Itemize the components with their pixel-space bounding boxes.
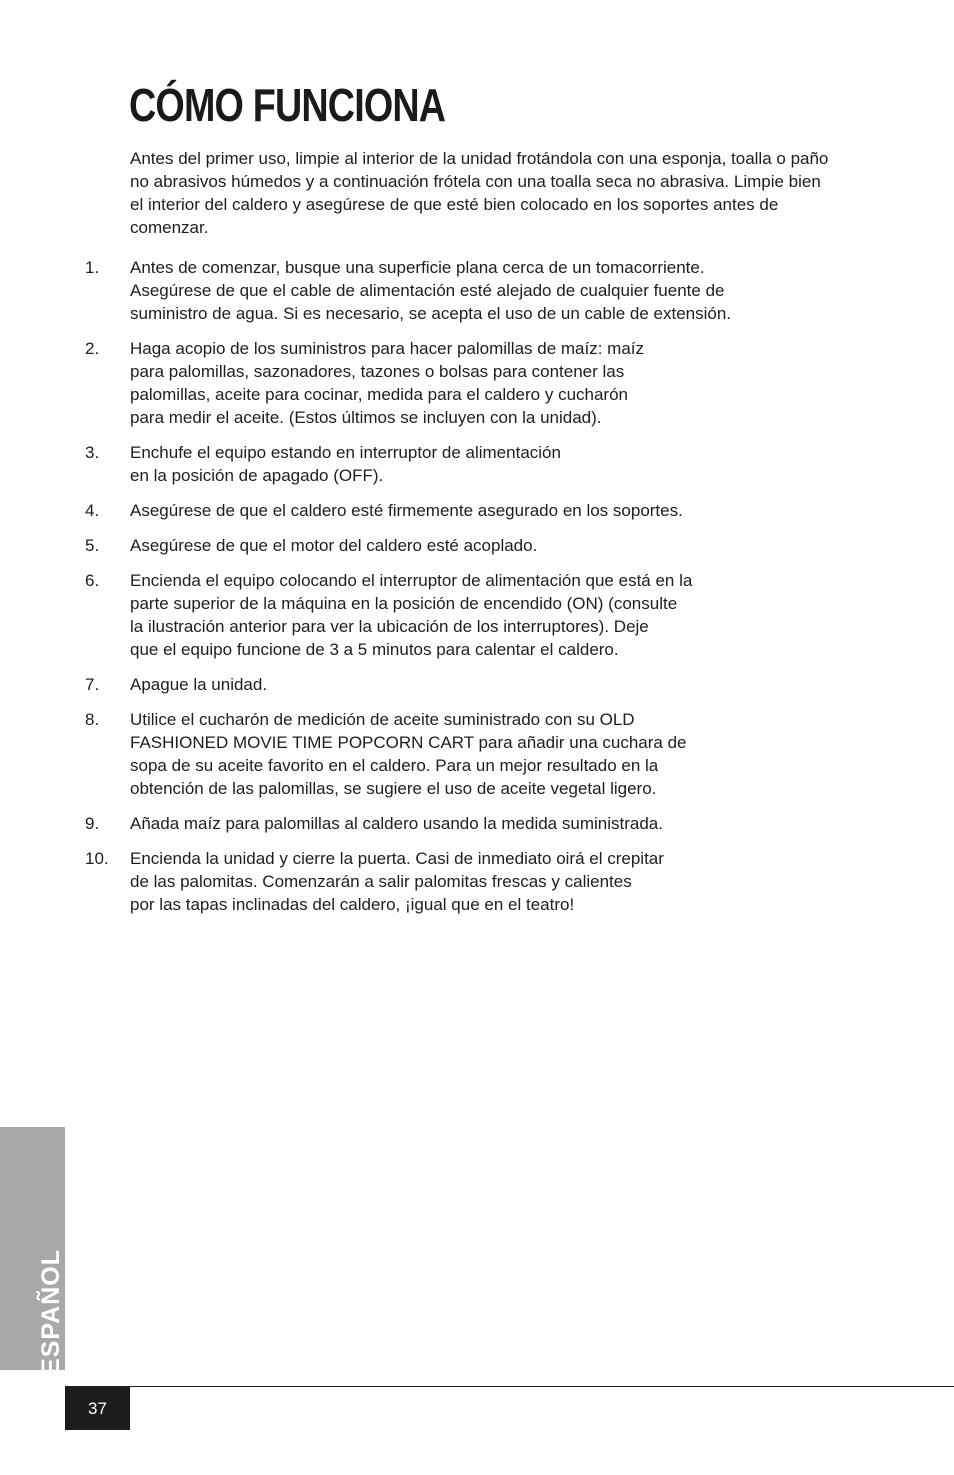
step-line: Añada maíz para palomillas al caldero usando la medida suministrada. (130, 814, 663, 833)
steps-list (85, 256, 845, 928)
step-line: de las palomitas. Comenzarán a salir palomitas frescas y calientes (130, 872, 632, 891)
step-item (85, 534, 845, 557)
step-line: la ilustración anterior para ver la ubicación de los interruptores). Deje (130, 617, 649, 636)
step-number: 8. (85, 710, 100, 729)
page-title: CÓMO FUNCIONA (129, 79, 446, 131)
step-item (85, 708, 845, 800)
page-number-text: 37 (88, 1398, 107, 1418)
step-line: sopa de su aceite favorito en el caldero. Para un mejor resultado en la (130, 756, 659, 775)
step-number: 4. (85, 501, 100, 520)
step-item (85, 673, 845, 696)
step-number: 7. (85, 675, 100, 694)
language-side-tab (0, 1127, 65, 1375)
step-item (85, 569, 845, 661)
step-number: 3. (85, 443, 100, 462)
step-number: 1. (85, 258, 100, 277)
step-line: Enchufe el equipo estando en interruptor de alimentación (130, 443, 561, 462)
step-line: obtención de las palomillas, se sugiere el uso de aceite vegetal ligero. (130, 779, 657, 798)
step-line: FASHIONED MOVIE TIME POPCORN CART para añadir una cuchara de (130, 733, 687, 752)
step-number: 2. (85, 339, 100, 358)
step-line: Asegúrese de que el caldero esté firmemente asegurado en los soportes. (130, 501, 683, 520)
step-line: en la posición de apagado (OFF). (130, 466, 384, 485)
step-item (85, 337, 845, 429)
step-number: 5. (85, 536, 100, 555)
step-line: por las tapas inclinadas del caldero, ¡igual que en el teatro! (130, 895, 575, 914)
step-line: Haga acopio de los suministros para hacer palomillas de maíz: maíz (130, 339, 645, 358)
step-line: Utilice el cucharón de medición de aceite suministrado con su OLD (130, 710, 635, 729)
step-line: Apague la unidad. (130, 675, 268, 694)
step-line: parte superior de la máquina en la posición de encendido (ON) (consulte (130, 594, 678, 613)
step-item (85, 847, 845, 916)
step-line: Antes de comenzar, busque una superficie plana cerca de un tomacorriente. (130, 258, 705, 277)
page-number (65, 1387, 130, 1430)
step-line: suministro de agua. Si es necesario, se acepta el uso de un cable de extensión. (130, 304, 732, 323)
step-number: 10. (85, 849, 109, 868)
language-label: ESPAÑOL (37, 1249, 65, 1375)
step-line: Encienda la unidad y cierre la puerta. Casi de inmediato oirá el crepitar (130, 849, 664, 868)
step-item (85, 499, 845, 522)
step-line: Asegúrese de que el cable de alimentación esté alejado de cualquier fuente de (130, 281, 725, 300)
step-line: para palomillas, sazonadores, tazones o bolsas para contener las (130, 362, 625, 381)
step-line: para medir el aceite. (Estos últimos se incluyen con la unidad). (130, 408, 602, 427)
step-number: 6. (85, 571, 100, 590)
step-item (85, 256, 845, 325)
step-number: 9. (85, 814, 100, 833)
step-item (85, 812, 845, 835)
intro-paragraph: Antes del primer uso, limpie al interior de la unidad frotándola con una esponja, toalla o paño no abrasivos húmedos y a continuación frótela con una toalla seca no abrasiva. Limpie bien el interior del caldero y asegúrese de que esté bien colocado en los soportes antes de comenzar. (130, 149, 829, 237)
step-line: Asegúrese de que el motor del caldero esté acoplado. (130, 536, 538, 555)
footer-rule (65, 1386, 954, 1387)
step-line: palomillas, aceite para cocinar, medida para el caldero y cucharón (130, 385, 628, 404)
step-line: que el equipo funcione de 3 a 5 minutos para calentar el caldero. (130, 640, 619, 659)
step-line: Encienda el equipo colocando el interruptor de alimentación que está en la (130, 571, 693, 590)
step-item (85, 441, 845, 487)
